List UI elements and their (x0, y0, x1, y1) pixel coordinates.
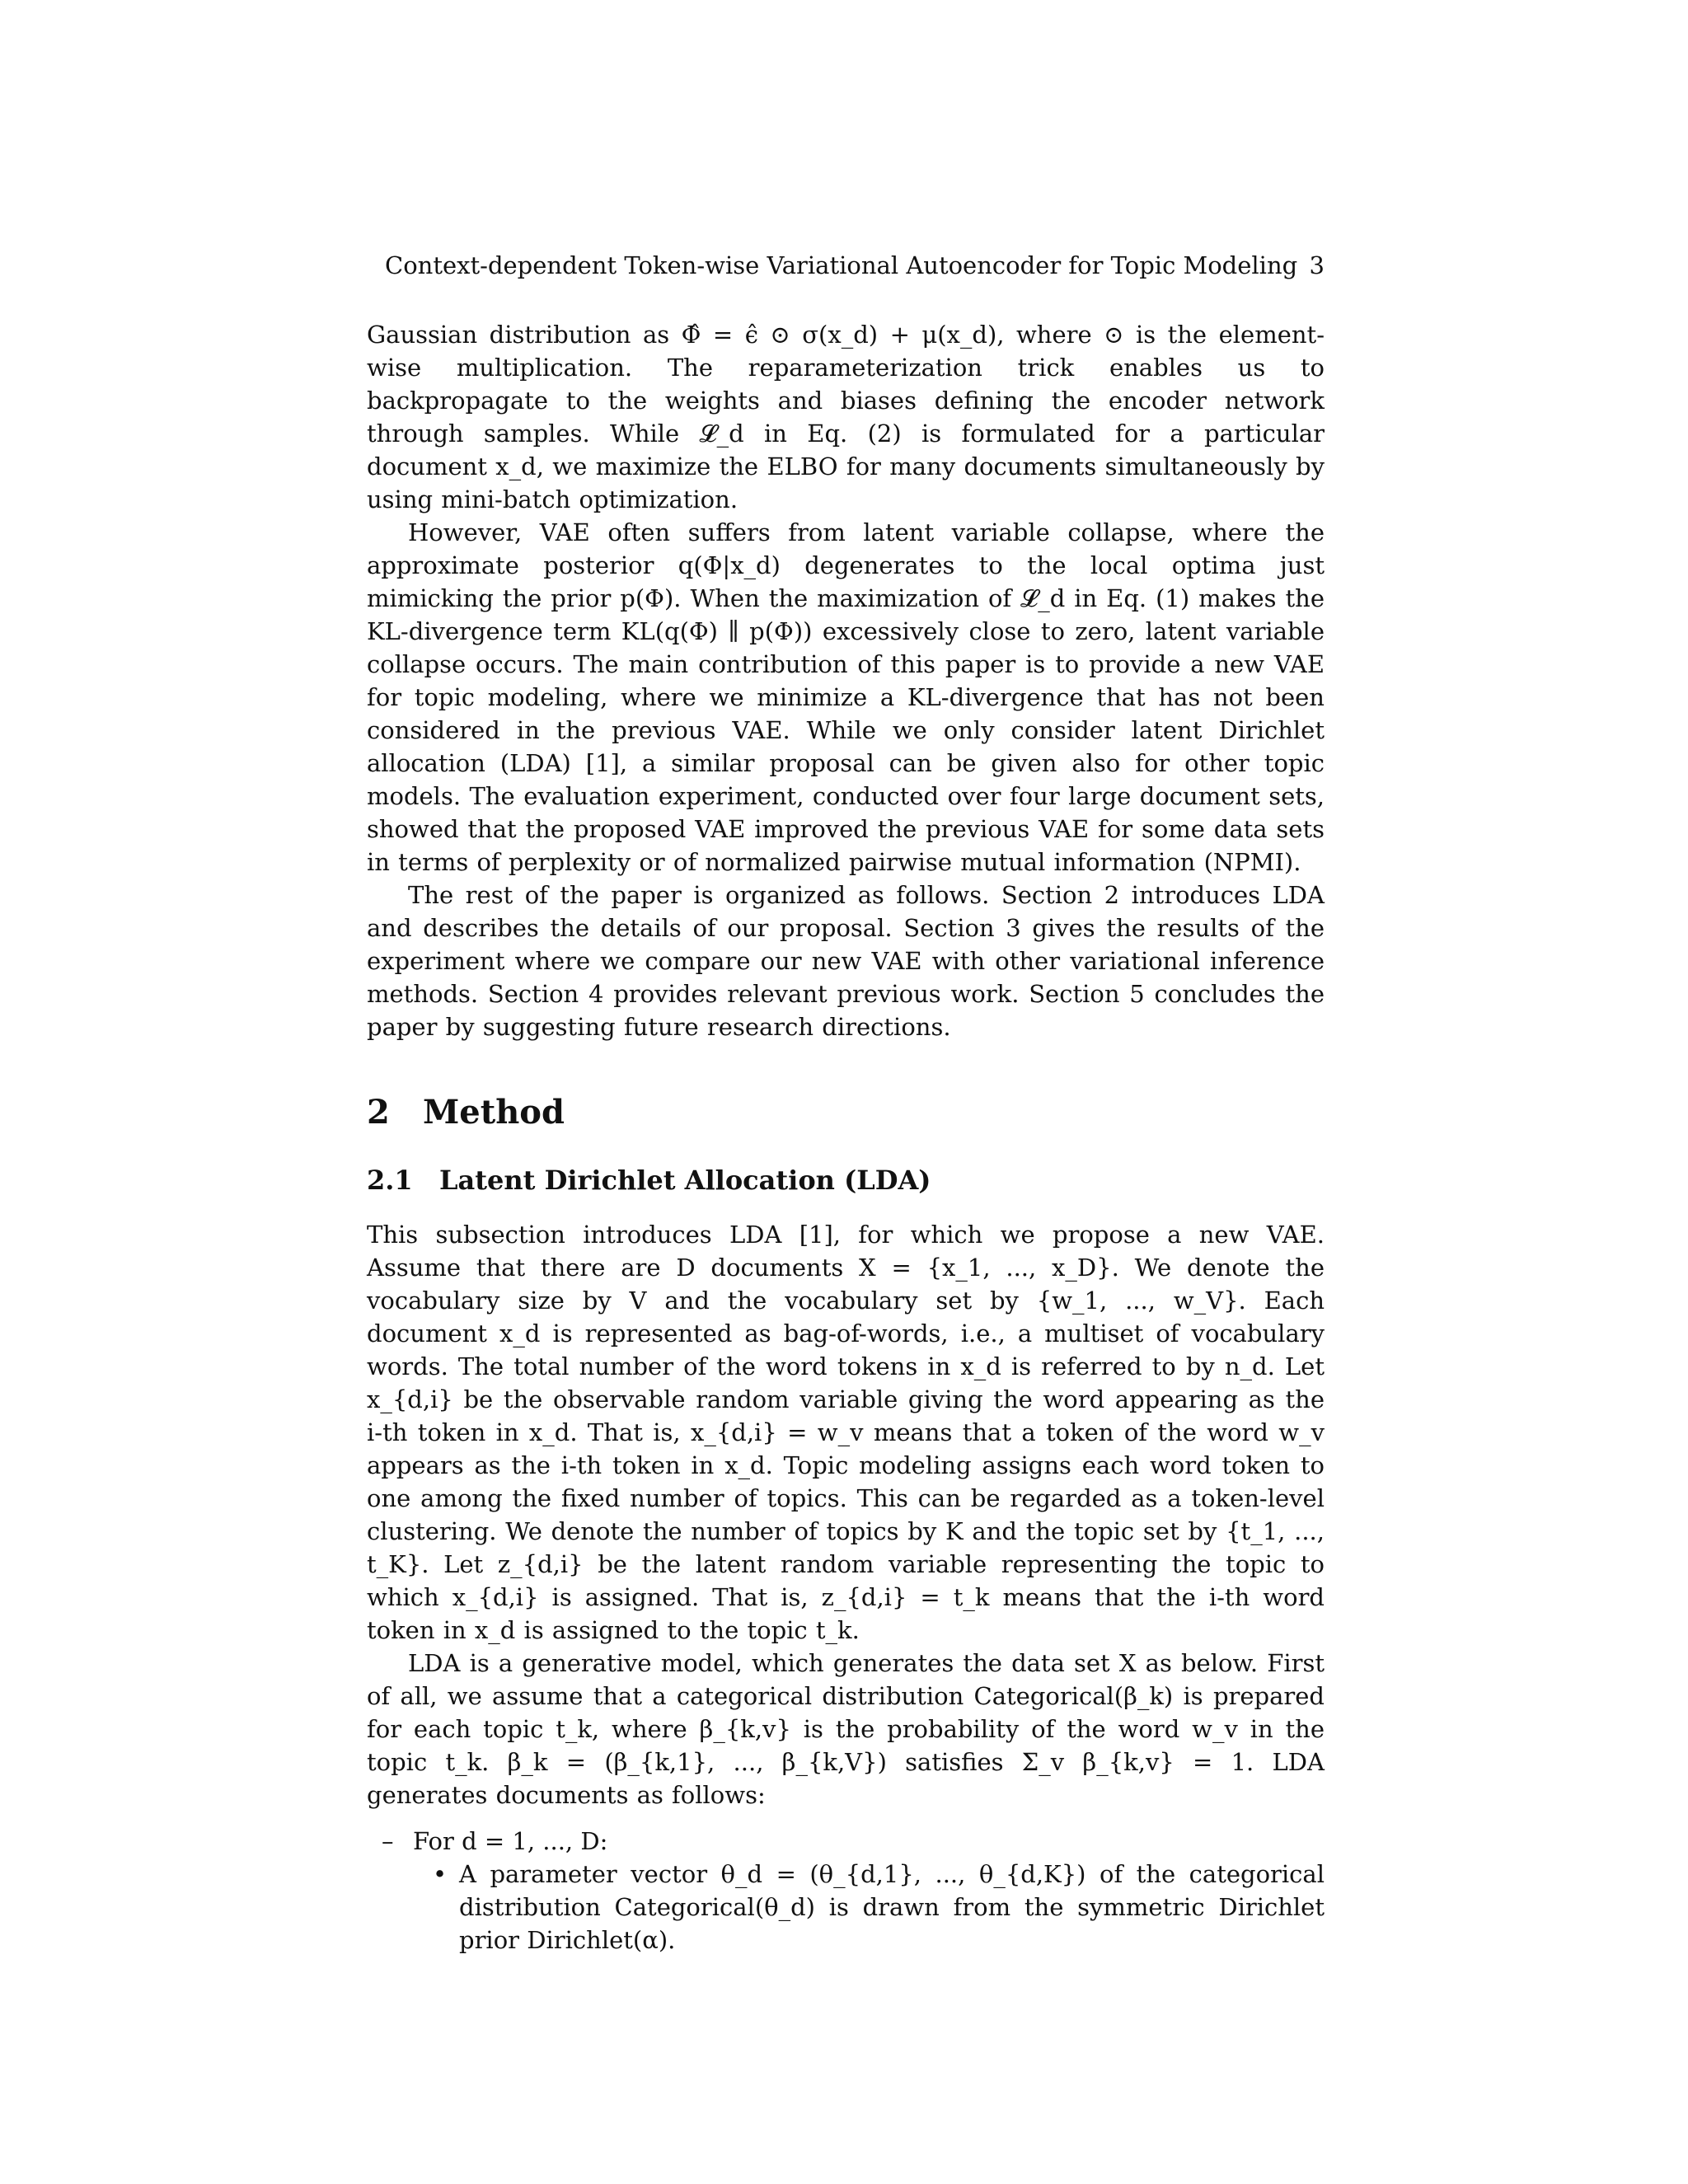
paragraph-1: Gaussian distribution as Φ̂ = ϵ̂ ⊙ σ(x_d) + μ(x_d), where ⊙ is the element-wise multiplication. The reparameterization trick enables us to backpropagate to the weights and biases defining the encoder network through samples. While 𝓛_d in Eq. (2) is formulated for a particular document x_d, we maximize the ELBO for many documents simultaneously by using mini-batch optimization. (367, 321, 1325, 513)
paragraph-3: The rest of the paper is organized as follows. Section 2 introduces LDA and describes the details of our proposal. Section 3 gives the results of the experiment where we compare our new VAE with other variational inference methods. Section 4 provides relevant previous work. Section 5 concludes the paper by suggesting future research directions. (367, 881, 1325, 1041)
dash-marker: – (382, 1827, 394, 1855)
list-subitem (367, 1858, 1325, 1957)
running-head (385, 247, 1325, 284)
subsection-title: Latent Dirichlet Allocation (LDA) (439, 1165, 931, 1196)
list-item (367, 1825, 1325, 1858)
subsection-body (367, 1218, 1325, 1811)
body-text (367, 318, 1325, 1043)
paragraph-2: However, VAE often suffers from latent variable collapse, where the approximate posterior q(Φ|x_d) degenerates to the local optima just mimicking the prior p(Φ). When the maximization of 𝓛_d in Eq. (1) makes the KL-divergence term KL(q(Φ) ∥ p(Φ)) excessively close to zero, latent variable collapse occurs. The main contribution of this paper is to provide a new VAE for topic modeling, where we minimize a KL-divergence that has not been considered in the previous VAE. While we only consider latent Dirichlet allocation (LDA) [1], a similar proposal can be given also for other topic models. The evaluation experiment, conducted over four large document sets, showed that the proposed VAE improved the previous VAE for some data sets in terms of perplexity or of normalized pairwise mutual information (NPMI). (367, 518, 1325, 876)
paragraph-5: LDA is a generative model, which generates the data set X as below. First of all, we assume that a categorical distribution Categorical(β_k) is prepared for each topic t_k, where β_{k,v} is the probability of the word w_v in the topic t_k. β_k = (β_{k,1}, ..., β_{k,V}) satisfies Σ_v β_{k,v} = 1. LDA generates documents as follows: (367, 1649, 1325, 1809)
generative-process-list (367, 1825, 1325, 1957)
subsection-heading (367, 1162, 1325, 1198)
paper-page (367, 247, 1325, 1957)
section-title: Method (423, 1093, 565, 1132)
paragraph-4: This subsection introduces LDA [1], for which we propose a new VAE. Assume that there are D documents X = {x_1, ..., x_D}. We denote the vocabulary size by V and the vocabulary set by {w_1, ..., w_V}. Each document x_d is represented as bag-of-words, i.e., a multiset of vocabulary words. The total number of the word tokens in x_d is referred to by n_d. Let x_{d,i} be the observable random variable giving the word appearing as the i-th token in x_d. That is, x_{d,i} = w_v means that a token of the word w_v appears as the i-th token in x_d. Topic modeling assigns each word token to one among the fixed number of topics. This can be regarded as a token-level clustering. We denote the number of topics by K and the topic set by {t_1, ..., t_K}. Let z_{d,i} be the latent random variable representing the topic to which x_{d,i} is assigned. That is, z_{d,i} = t_k means that the i-th word token in x_d is assigned to the topic t_k. (367, 1221, 1325, 1644)
list-subitem-text: A parameter vector θ_d = (θ_{d,1}, ..., θ_{d,K}) of the categorical distribution Categorical(θ_d) is drawn from the symmetric Dirichlet prior Dirichlet(α). (459, 1860, 1325, 1954)
subsection-number: 2.1 (367, 1165, 413, 1196)
page-number: 3 (1309, 251, 1325, 279)
list-item-text: For d = 1, ..., D: (413, 1827, 608, 1855)
running-head-title: Context-dependent Token-wise Variational Autoencoder for Topic Modeling (385, 251, 1298, 279)
bullet-marker: • (433, 1860, 448, 1888)
section-heading (367, 1093, 1325, 1132)
section-number: 2 (367, 1093, 390, 1132)
